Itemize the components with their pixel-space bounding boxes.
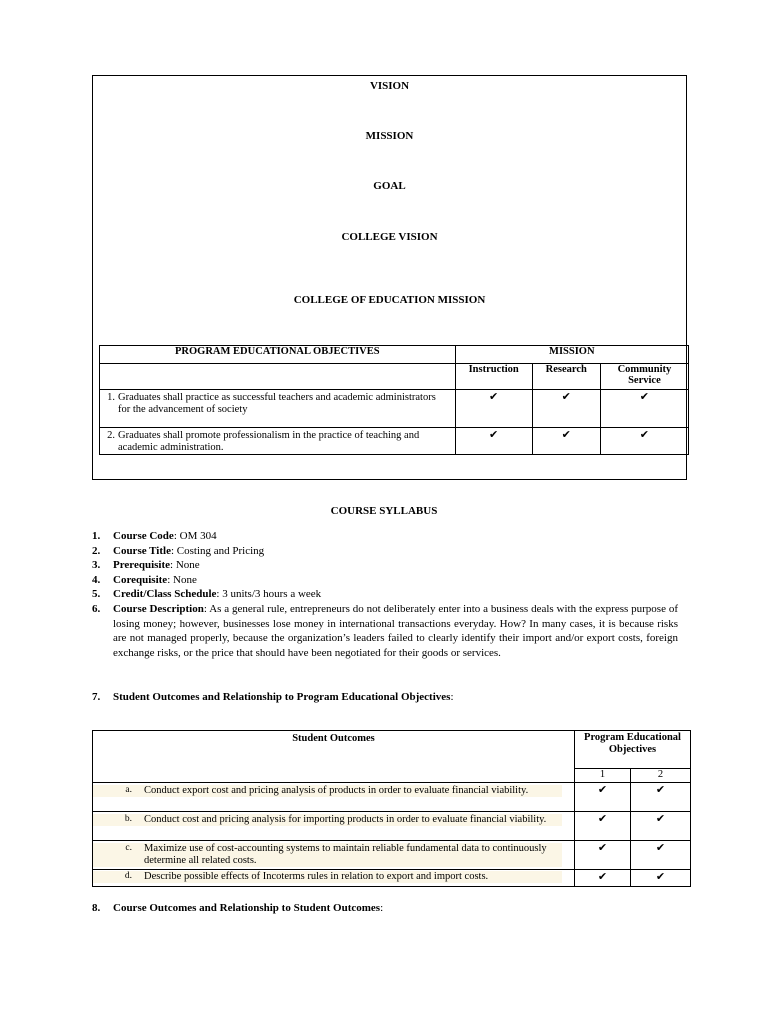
outcome-text: Conduct export cost and pricing analysis of products in order to evaluate financial viability.	[144, 785, 529, 796]
item-number: 3.	[92, 559, 101, 572]
check-icon: ✔	[575, 812, 631, 841]
section-8-heading	[92, 901, 383, 916]
credit-schedule-label: Credit/Class Schedule	[113, 588, 217, 601]
check-icon: ✔	[600, 390, 688, 428]
item-number: 2.	[92, 544, 101, 557]
corequisite-value: : None	[167, 573, 197, 586]
table-row	[93, 812, 691, 841]
college-mission-heading: COLLEGE OF EDUCATION MISSION	[293, 294, 486, 306]
outcome-text: Maximize use of cost-accounting systems to maintain reliable fundamental data to continuously determine all related costs.	[144, 843, 547, 867]
table-row	[93, 870, 691, 887]
section-8-suffix: :	[380, 902, 384, 914]
outcome-letter: b.	[124, 814, 132, 824]
instruction-header: Instruction	[455, 364, 532, 390]
table-row	[100, 428, 689, 455]
outcome-letter: c.	[125, 843, 132, 853]
student-outcomes-header: Student Outcomes	[93, 731, 575, 783]
peo-number: 2.	[107, 430, 115, 441]
mission-header: MISSION	[455, 346, 688, 364]
credit-schedule-value: : 3 units/3 hours a week	[216, 588, 322, 601]
check-icon: ✔	[455, 428, 532, 455]
check-icon: ✔	[532, 428, 600, 455]
header-box	[92, 75, 687, 480]
corequisite-label: Corequisite	[113, 573, 168, 586]
peo-header: PROGRAM EDUCATIONAL OBJECTIVES	[100, 346, 456, 364]
table-row	[100, 390, 689, 428]
list-item	[92, 558, 678, 573]
goal-heading: GOAL	[373, 180, 406, 192]
course-description-label: Course Description	[113, 602, 204, 615]
peo-text: Graduates shall practice as successful teachers and academic administrators for the advancement of society	[118, 392, 436, 416]
course-title-value: : Costing and Pricing	[170, 544, 265, 557]
list-item	[92, 573, 678, 588]
check-icon: ✔	[575, 841, 631, 870]
course-syllabus-title: COURSE SYLLABUS	[330, 505, 438, 517]
list-item	[92, 529, 678, 544]
check-icon: ✔	[631, 841, 691, 870]
course-title-label: Course Title	[113, 544, 171, 557]
check-icon: ✔	[455, 390, 532, 428]
prerequisite-value: : None	[170, 559, 200, 572]
community-service-header: Community Service	[600, 364, 688, 390]
item-number: 1.	[92, 530, 101, 542]
item-number: 6.	[92, 602, 101, 615]
list-item	[92, 544, 678, 559]
course-info-list	[92, 529, 678, 660]
table-row	[93, 783, 691, 812]
item-number: 4.	[92, 573, 101, 586]
item-number: 7.	[92, 691, 101, 703]
section-7-suffix: :	[450, 691, 454, 703]
course-code-value: : OM 304	[173, 530, 217, 542]
outcome-letter: d.	[124, 871, 132, 881]
section-7-heading	[92, 690, 454, 705]
peo-text: Graduates shall promote professionalism in the practice of teaching and academic administration.	[118, 430, 420, 454]
check-icon: ✔	[532, 390, 600, 428]
peo-mission-table	[99, 345, 689, 455]
check-icon: ✔	[575, 783, 631, 812]
item-number: 5.	[92, 588, 101, 601]
section-8-title: Course Outcomes and Relationship to Student Outcomes	[113, 902, 381, 914]
college-vision-heading: COLLEGE VISION	[341, 231, 438, 243]
peo-column-1: 1	[575, 769, 631, 783]
outcome-text: Describe possible effects of Incoterms rules in relation to export and import costs.	[144, 871, 489, 882]
table-row	[93, 841, 691, 870]
peo-header: Program Educational Objectives	[575, 731, 691, 769]
check-icon: ✔	[631, 812, 691, 841]
item-number: 8.	[92, 902, 101, 914]
list-item	[92, 587, 678, 602]
mission-heading: MISSION	[365, 130, 414, 142]
course-code-label: Course Code	[113, 530, 174, 542]
vision-heading: VISION	[369, 80, 410, 92]
check-icon: ✔	[631, 870, 691, 887]
course-description-value: : As a general rule, entrepreneurs do not deliberately enter into a business deals with the express purpose of losing money; however, businesses lose money in international transactions everyday. How? In many cases, it is because risks are not managed properly, because the organization’s leaders failed to clearly identify their import and/or export costs, foreign exchange risks, or the price that should have been negotiated for their goods or services.	[113, 602, 679, 659]
prerequisite-label: Prerequisite	[113, 559, 171, 572]
check-icon: ✔	[575, 870, 631, 887]
list-item	[92, 602, 678, 660]
check-icon: ✔	[631, 783, 691, 812]
check-icon: ✔	[600, 428, 688, 455]
section-7-title: Student Outcomes and Relationship to Program Educational Objectives	[113, 691, 451, 703]
outcome-text: Conduct cost and pricing analysis for importing products in order to evaluate financial viability.	[144, 814, 547, 825]
outcome-letter: a.	[125, 785, 132, 795]
student-outcomes-table	[92, 730, 691, 887]
research-header: Research	[532, 364, 600, 390]
peo-number: 1.	[107, 392, 115, 403]
peo-column-2: 2	[631, 769, 691, 783]
